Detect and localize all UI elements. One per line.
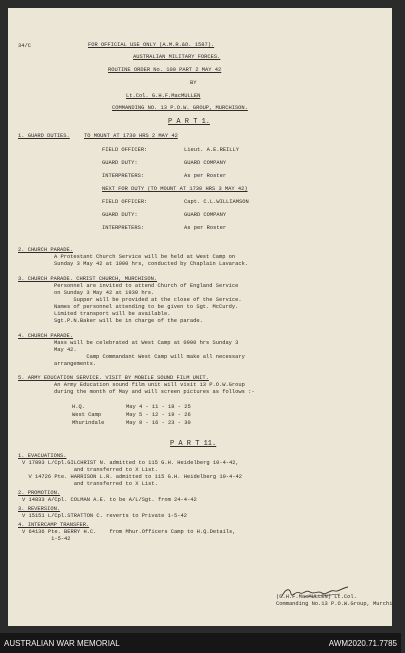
archive-name: AUSTRALIAN WAR MEMORIAL: [4, 639, 120, 648]
schedule-place: Mhurindale: [72, 420, 105, 426]
archive-footer: [0, 633, 401, 653]
evacuations-text: V 17893 L/Cpl.GILCHRIST N. admitted to 115 G.H. Heidelberg 10-4-42, and transferred to X List. V 14726 Pte. HARRISON L.R. admitted to 115 G.H. Heidelberg 10-4-42 and transferred to X List.: [22, 460, 242, 487]
reversion-heading: 3. REVERSION.: [18, 506, 61, 512]
file-reference: 34/C: [18, 43, 31, 49]
guard-row-label: INTERPRETERS:: [102, 173, 145, 179]
item-3-heading: 3. CHURCH PARADE. CHRIST CHURCH, MURCHISON.: [18, 276, 158, 282]
guard-row-value: Lieut. A.E.REILLY: [184, 147, 239, 153]
order-title: ROUTINE ORDER No. 100 PART 2 MAY 42: [108, 67, 222, 73]
guard-row-label: GUARD DUTY:: [102, 160, 138, 166]
part-two-heading: P A R T 11.: [170, 440, 217, 448]
guard-row-value: GUARD COMPANY: [184, 212, 227, 218]
guard-row-label: FIELD OFFICER:: [102, 199, 148, 205]
guard-row-value: As per Roster: [184, 225, 227, 231]
item-4-text: Mass will be celebrated at West Camp at 0900 hrs Sunday 3 May 42. Camp Commandant West Camp will make all necessary arrangements.: [54, 340, 245, 367]
promotion-heading: 2. PROMOTION.: [18, 490, 61, 496]
item-2-text: A Protestant Church Service will be held at West Camp on Sunday 3 May 42 at 1000 hrs, conducted by Chaplain Lavarack.: [54, 254, 249, 267]
item-3-text: Personnel are invited to attend Church of England Service on Sunday 3 May 42 at 1930 hrs. Supper will be provided at the close of the Service. Names of personnel attending to be given to Sgt. McCurdy. Limited transport will be available. Sgt.P.N.Baker will be in charge of the parade.: [54, 283, 242, 324]
guard-duties-heading: 1. GUARD DUTIES.: [18, 133, 70, 139]
schedule-dates: May 4 - 11 - 18 - 25: [126, 404, 191, 410]
schedule-dates: May 9 - 16 - 23 - 30: [126, 420, 191, 426]
guard-row-label: FIELD OFFICER:: [102, 147, 148, 153]
commander-name: Lt.Col. G.H.F.MacMULLEN: [126, 93, 201, 99]
schedule-place: H.Q.: [72, 404, 85, 410]
command-title: COMMANDING NO. 13 P.O.W. GROUP, MURCHISON.: [112, 105, 248, 111]
by-line: BY: [190, 80, 197, 86]
reversion-text: V 15151 L/Cpl.STRATTON C. reverts to Private 1-5-42: [22, 513, 187, 519]
item-2-heading: 2. CHURCH PARADE.: [18, 247, 73, 253]
guard-row-value: As per Roster: [184, 173, 227, 179]
item-4-heading: 4. CHURCH PARADE.: [18, 333, 73, 339]
evacuations-heading: 1. EVACUATIONS.: [18, 453, 67, 459]
archive-reference: AWM2020.71.7785: [328, 639, 397, 648]
guard-row-value: Capt. C.L.WILLIAMSON: [184, 199, 249, 205]
next-for-duty: NEXT FOR DUTY (TO MOUNT AT 1730 HRS 3 MAY 42): [102, 186, 248, 192]
schedule-place: West Camp: [72, 412, 102, 418]
schedule-dates: May 5 - 12 - 19 - 26: [126, 412, 191, 418]
item-5-heading: 5. ARMY EDUCATION SERVICE. VISIT BY MOBILE SOUND FILM UNIT.: [18, 375, 209, 381]
guard-row-label: GUARD DUTY:: [102, 212, 138, 218]
promotion-text: V 14833 A/Cpl. COLMAN A.E. to be A/L/Sgt. from 24-4-42: [22, 497, 197, 503]
part-one-heading: P A R T 1.: [168, 118, 211, 126]
classification-header: FOR OFFICIAL USE ONLY (A.M.R.&O. 1587).: [88, 42, 215, 48]
transfer-heading: 4. INTERCAMP TRANSFER.: [18, 522, 90, 528]
guard-row-label: INTERPRETERS:: [102, 225, 145, 231]
guard-row-value: GUARD COMPANY: [184, 160, 227, 166]
organisation-header: AUSTRALIAN MILITARY FORCES.: [133, 54, 221, 60]
document-page: [8, 8, 405, 626]
item-5-text: An Army Education sound film unit will visit 13 P.O.W.Group during the month of May and will screen pictures as follows :-: [54, 382, 255, 395]
transfer-text: V 64136 Pte. BERRY H.C. from Mhur.Officers Camp to H.Q.Details, 1-5-42: [22, 529, 236, 542]
signature-block: (G.H.F.MacMULLEN) Lt.Col. Commanding No.13 P.O.W.Group, Murchison.: [276, 594, 405, 607]
guard-mount-time: TO MOUNT AT 1730 HRS 2 MAY 42: [84, 133, 178, 139]
